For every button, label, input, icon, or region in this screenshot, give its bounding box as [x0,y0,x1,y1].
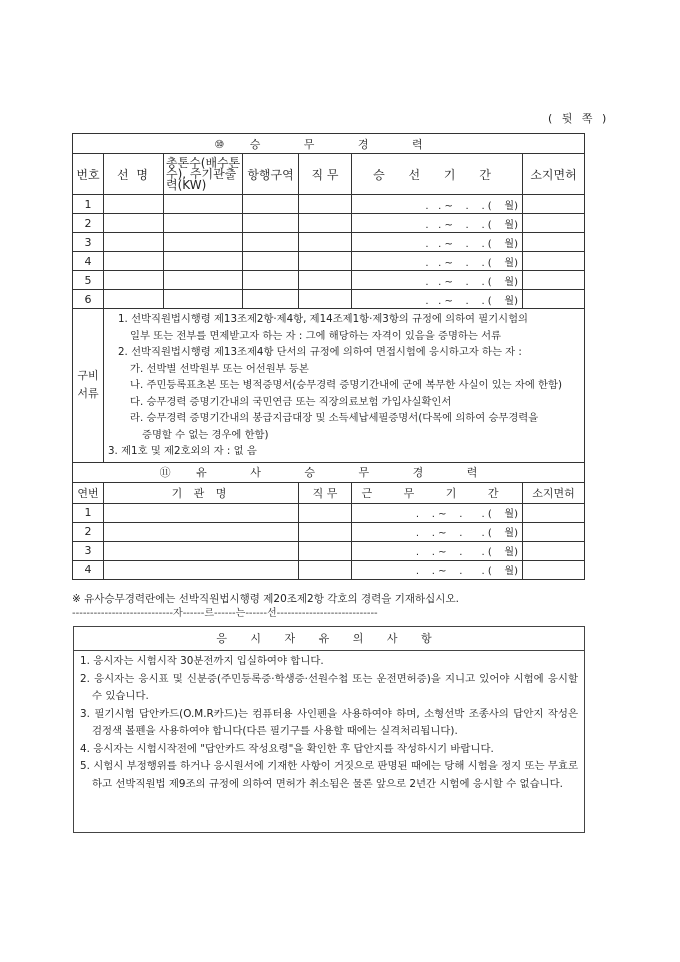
col-header-seq: 연번 [73,482,104,503]
page-side-label: ( 뒷 쪽 ) [548,112,610,125]
career-row-no: 3 [73,233,104,252]
duty-field[interactable] [299,290,352,309]
ship-name-field[interactable] [104,233,164,252]
required-documents-label [73,309,104,463]
similar-title-row [73,462,585,482]
route-field[interactable] [243,252,299,271]
col-header-license: 소지면허 [523,154,585,195]
career-row-no: 6 [73,290,104,309]
col-header-period: 승 선 기 간 [352,154,523,195]
license-field[interactable] [523,271,585,290]
career-header-row [73,154,585,195]
license-field[interactable] [523,560,585,579]
license-field[interactable] [523,252,585,271]
notice-item: 2. 응시자는 응시표 및 신분증(주민등록증·학생증·선원수첩 또는 운전면허증)을 지니고 있어야 시험에 응시할 수 있습니다. [80,672,578,702]
route-field[interactable] [243,271,299,290]
org-name-field[interactable] [104,522,299,541]
required-documents-label-line2: 서류 [77,387,99,401]
col-header-work-period: 근 무 기 간 [352,482,523,503]
route-field[interactable] [243,233,299,252]
similar-row-no: 4 [73,560,104,579]
org-name-field[interactable] [104,541,299,560]
required-documents-row [73,309,585,463]
document-item: 가. 선박별 선박원부 또는 어선원부 등본 [130,362,309,375]
work-period-field[interactable]: . . ~ . . ( 월) [352,503,523,522]
work-period-field[interactable]: . . ~ . . ( 월) [352,541,523,560]
route-field[interactable] [243,290,299,309]
license-field[interactable] [523,195,585,214]
career-row [73,290,585,309]
license-field[interactable] [523,290,585,309]
col-header-org: 기 관 명 [104,482,299,503]
tonnage-field[interactable] [164,214,243,233]
org-name-field[interactable] [104,560,299,579]
career-row [73,233,585,252]
route-field[interactable] [243,214,299,233]
similar-section-number: ⑪ [159,466,173,479]
period-field[interactable]: . . ~ . . ( 월) [352,214,523,233]
license-field[interactable] [523,233,585,252]
tonnage-field[interactable] [164,233,243,252]
period-field[interactable]: . . ~ . . ( 월) [352,271,523,290]
duty-field[interactable] [299,541,352,560]
license-field[interactable] [523,522,585,541]
similar-row [73,560,585,579]
career-row [73,252,585,271]
similar-row-no: 2 [73,522,104,541]
tonnage-field[interactable] [164,252,243,271]
required-documents-label-line1: 구비 [77,369,99,383]
duty-field[interactable] [299,271,352,290]
document-item: 2. 선박직원법시행령 제13조제4항 단서의 규정에 의하여 면접시험에 응시하고자 하는 자 : [118,346,522,358]
tonnage-field[interactable] [164,290,243,309]
duty-field[interactable] [299,560,352,579]
career-row-no: 5 [73,271,104,290]
tonnage-field[interactable] [164,195,243,214]
notice-list [74,651,584,795]
col-header-no: 번호 [73,154,104,195]
similar-header-row [73,482,585,503]
document-item: 일부 또는 전부를 면제받고자 하는 자 : 그에 해당하는 자격이 있음을 증명하는 서류 [130,329,501,342]
similar-career-footnote: ※ 유사승무경력란에는 선박직원법시행령 제20조제2항 각호의 경력을 기재하십시오. [72,593,459,605]
notice-title: 응 시 자 유 의 사 항 [74,627,584,651]
similar-row [73,522,585,541]
career-title-row [73,134,585,154]
col-header-tonnage: 총톤수(배수톤수), 주기관출력(KW) [164,154,243,195]
col-header-ship-name: 선 명 [104,154,164,195]
career-section-title [73,134,585,154]
ship-name-field[interactable] [104,214,164,233]
career-row-no: 2 [73,214,104,233]
duty-field[interactable] [299,252,352,271]
period-field[interactable]: . . ~ . . ( 월) [352,233,523,252]
work-period-field[interactable]: . . ~ . . ( 월) [352,560,523,579]
col-header-license: 소지면허 [523,482,585,503]
duty-field[interactable] [299,195,352,214]
ship-name-field[interactable] [104,271,164,290]
ship-name-field[interactable] [104,195,164,214]
similar-row-no: 3 [73,541,104,560]
career-row-no: 1 [73,195,104,214]
applicant-notice-box [73,626,585,833]
license-field[interactable] [523,503,585,522]
document-item: 나. 주민등록표초본 또는 병적증명서(승무경력 증명기간내에 군에 복무한 사실이 있는 자에 한함) [130,379,562,391]
notice-item: 3. 필기시험 답안카드(O.M.R카드)는 컴퓨터용 사인펜을 사용하여야 하며, 소형선박 조종사의 답안지 작성은 검정색 볼펜을 사용하여야 합니다(다른 필기구를 사용할 때에는 실격처리됩니다). [80,707,578,737]
period-field[interactable]: . . ~ . . ( 월) [352,252,523,271]
document-item: 라. 승무경력 증명기간내의 봉급지급대장 및 소득세납세필증명서(다목에 의하여 승무경력을 [130,412,539,424]
similar-section-title [73,462,585,482]
notice-item: 5. 시험시 부정행위를 하거나 응시원서에 기재한 사항이 거짓으로 판명된 때에는 당해 시험을 정지 또는 무효로 하고 선박직원법 제9조의 규정에 의하여 면허가 취소됨은 물론 앞으로 2년간 시험에 응시할 수 없습니다. [80,760,578,790]
duty-field[interactable] [299,503,352,522]
similar-section-title-text: 유 사 승 무 경 력 [196,466,498,479]
notice-item: 4. 응시자는 시험시작전에 "답안카드 작성요령"을 확인한 후 답안지를 작성하시기 바랍니다. [80,742,494,755]
col-header-duty: 직 무 [299,482,352,503]
document-item: 3. 제1호 및 제2호외의 자 : 없 음 [108,445,257,457]
ship-name-field[interactable] [104,252,164,271]
document-item: 증명할 수 없는 경우에 한함) [142,428,269,441]
duty-field[interactable] [299,233,352,252]
notice-item: 1. 응시자는 시험시작 30분전까지 입실하여야 합니다. [80,655,324,667]
tonnage-field[interactable] [164,271,243,290]
career-row [73,271,585,290]
career-section-title-text: 승 무 경 력 [249,137,443,151]
career-row [73,214,585,233]
similar-row [73,541,585,560]
route-field[interactable] [243,195,299,214]
period-field[interactable]: . . ~ . . ( 월) [352,290,523,309]
duty-field[interactable] [299,214,352,233]
similar-row [73,503,585,522]
career-row [73,195,585,214]
application-form-table [72,133,585,580]
career-row-no: 4 [73,252,104,271]
document-item: 1. 선박직원법시행령 제13조제2항·제4항, 제14조제1항·제3항의 규정에 의하여 필기시험의 [118,313,528,325]
license-field[interactable] [523,214,585,233]
col-header-duty: 직 무 [299,154,352,195]
period-field[interactable]: . . ~ . . ( 월) [352,195,523,214]
license-field[interactable] [523,541,585,560]
ship-name-field[interactable] [104,290,164,309]
org-name-field[interactable] [104,503,299,522]
required-documents-list [104,309,585,463]
col-header-route: 항행구역 [243,154,299,195]
similar-row-no: 1 [73,503,104,522]
cut-line: ----------------------------자------르------는------선---------------------------- [72,608,378,619]
work-period-field[interactable]: . . ~ . . ( 월) [352,522,523,541]
career-section-number: ⑩ [214,137,227,151]
duty-field[interactable] [299,522,352,541]
document-item: 다. 승무경력 증명기간내의 국민연금 또는 직장의료보험 가입사실확인서 [130,395,452,408]
